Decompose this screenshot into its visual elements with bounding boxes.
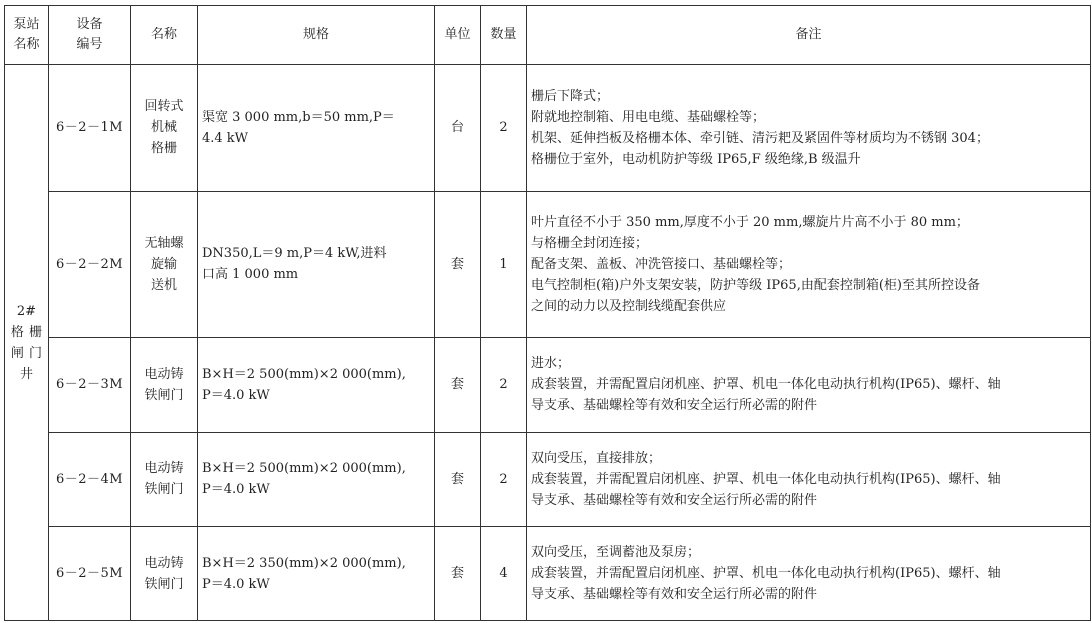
- notes-line: 栅后下降式；: [531, 88, 610, 104]
- notes-line: 格栅位于室外，电动机防护等级 IP65,F 级绝缘,B 级温升: [531, 151, 861, 167]
- table-row: [5, 191, 1091, 337]
- notes-line: 进水；: [531, 356, 571, 372]
- notes-line: 叶片直径不小于 350 mm,厚度不小于 20 mm,螺旋片片高不小于 80 mm；: [531, 214, 969, 230]
- notes-line: 电气控制柜(箱)户外支架安装，防护等级 IP65,由配套控制箱(柜)至其所控设备: [531, 277, 980, 293]
- notes-line: 导支承、基础螺栓等有效和安全运行所必需的附件: [531, 587, 818, 603]
- equipment-code: 6－2－4M: [49, 432, 131, 527]
- equipment-name-line: 机械: [150, 120, 177, 136]
- spec-line: B×H＝2 500(mm)×2 000(mm),: [202, 366, 406, 382]
- equipment-unit: 台: [435, 65, 481, 192]
- notes-line: 之间的动力以及控制线缆配套供应: [531, 298, 727, 314]
- equipment-code: 6－2－1M: [49, 65, 131, 192]
- station-char: 井: [19, 366, 33, 382]
- spec-line: B×H＝2 500(mm)×2 000(mm),: [202, 461, 406, 477]
- header-code-line-2: 编号: [76, 37, 103, 52]
- equipment-name-line: 回转式: [144, 99, 184, 115]
- equipment-spec: [198, 527, 435, 621]
- notes-line: 成套装置，并需配置启闭机座、护罩、机电一体化电动执行机构(IP65)、螺杆、轴: [531, 377, 1001, 393]
- equipment-notes: [527, 337, 1091, 432]
- equipment-name: [131, 65, 198, 192]
- equipment-qty: 2: [481, 337, 527, 432]
- equipment-unit: 套: [435, 432, 481, 527]
- spec-line: 渠宽 3 000 mm,b＝50 mm,P＝: [202, 109, 395, 125]
- notes-line: 附就地控制箱、用电电缆、基础螺栓等；: [531, 109, 766, 125]
- notes-line: 成套装置，并需配置启闭机座、护罩、机电一体化电动执行机构(IP65)、螺杆、轴: [531, 471, 1001, 487]
- table-row: [5, 337, 1091, 432]
- table-row: [5, 65, 1091, 192]
- station-char: 闸: [10, 345, 24, 361]
- equipment-code: 6－2－5M: [49, 527, 131, 621]
- equipment-name: [131, 432, 198, 527]
- spec-line: B×H＝2 350(mm)×2 000(mm),: [202, 555, 406, 571]
- equipment-notes: [527, 432, 1091, 527]
- header-qty: 数量: [481, 6, 527, 65]
- equipment-name: [131, 527, 198, 621]
- equipment-name-line: 无轴螺: [144, 235, 184, 251]
- equipment-notes: [527, 191, 1091, 337]
- equipment-name-line: 电动铸: [144, 366, 184, 382]
- equipment-spec: [198, 65, 435, 192]
- equipment-name: [131, 337, 198, 432]
- equipment-table: [4, 5, 1091, 621]
- spec-line: P＝4.0 kW: [202, 387, 270, 403]
- equipment-code: 6－2－2M: [49, 191, 131, 337]
- header-notes: 备注: [527, 6, 1091, 65]
- station-name-cell: [5, 65, 49, 621]
- equipment-name-line: 铁闸门: [144, 576, 184, 592]
- notes-line: 与格栅全封闭连接；: [531, 235, 649, 251]
- equipment-qty: 2: [481, 65, 527, 192]
- equipment-name-line: 旋输: [150, 256, 177, 272]
- equipment-name-line: 铁闸门: [144, 387, 184, 403]
- notes-line: 双向受压，直接排放；: [531, 450, 662, 466]
- equipment-unit: 套: [435, 527, 481, 621]
- equipment-spec: [198, 432, 435, 527]
- header-station-line-2: 名称: [13, 37, 40, 52]
- header-code-line-1: 设备: [76, 17, 103, 32]
- header-code: [49, 6, 131, 65]
- spec-line: DN350,L＝9 m,P＝4 kW,进料: [202, 246, 387, 262]
- equipment-unit: 套: [435, 337, 481, 432]
- equipment-name-line: 格栅: [150, 141, 177, 157]
- station-char: 格: [10, 324, 24, 340]
- header-name: 名称: [131, 6, 198, 65]
- spec-line: P＝4.0 kW: [202, 576, 270, 592]
- spec-line: 口高 1 000 mm: [202, 267, 299, 283]
- header-station-line-1: 泵站: [13, 17, 40, 32]
- notes-line: 机架、延伸挡板及格栅本体、牵引链、清污耙及紧固件等材质均为不锈钢 304；: [531, 130, 989, 146]
- equipment-spec: [198, 337, 435, 432]
- header-station: [5, 6, 49, 65]
- notes-line: 成套装置，并需配置启闭机座、护罩、机电一体化电动执行机构(IP65)、螺杆、轴: [531, 566, 1001, 582]
- table-body: [5, 65, 1091, 621]
- equipment-name-line: 电动铸: [144, 461, 184, 477]
- equipment-name-line: 送机: [150, 277, 177, 293]
- notes-line: 导支承、基础螺栓等有效和安全运行所必需的附件: [531, 492, 818, 508]
- station-char: 门: [29, 345, 43, 361]
- table-row: [5, 432, 1091, 527]
- spec-line: 4.4 kW: [202, 130, 249, 146]
- header-unit: 单位: [435, 6, 481, 65]
- table-row: [5, 527, 1091, 621]
- notes-line: 导支承、基础螺栓等有效和安全运行所必需的附件: [531, 398, 818, 414]
- equipment-notes: [527, 65, 1091, 192]
- station-number: 2#: [16, 303, 37, 319]
- equipment-unit: 套: [435, 191, 481, 337]
- equipment-code: 6－2－3M: [49, 337, 131, 432]
- equipment-name-line: 电动铸: [144, 555, 184, 571]
- equipment-name-line: 铁闸门: [144, 482, 184, 498]
- equipment-qty: 2: [481, 432, 527, 527]
- table-header: [5, 6, 1091, 65]
- equipment-notes: [527, 527, 1091, 621]
- spec-line: P＝4.0 kW: [202, 482, 270, 498]
- header-row: [5, 6, 1091, 65]
- equipment-qty: 4: [481, 527, 527, 621]
- equipment-spec: [198, 191, 435, 337]
- equipment-name: [131, 191, 198, 337]
- notes-line: 双向受压，至调蓄池及泵房；: [531, 545, 701, 561]
- station-char: 栅: [29, 324, 43, 340]
- header-spec: 规格: [198, 6, 435, 65]
- notes-line: 配备支架、盖板、冲洗管接口、基础螺栓等；: [531, 256, 792, 272]
- equipment-qty: 1: [481, 191, 527, 337]
